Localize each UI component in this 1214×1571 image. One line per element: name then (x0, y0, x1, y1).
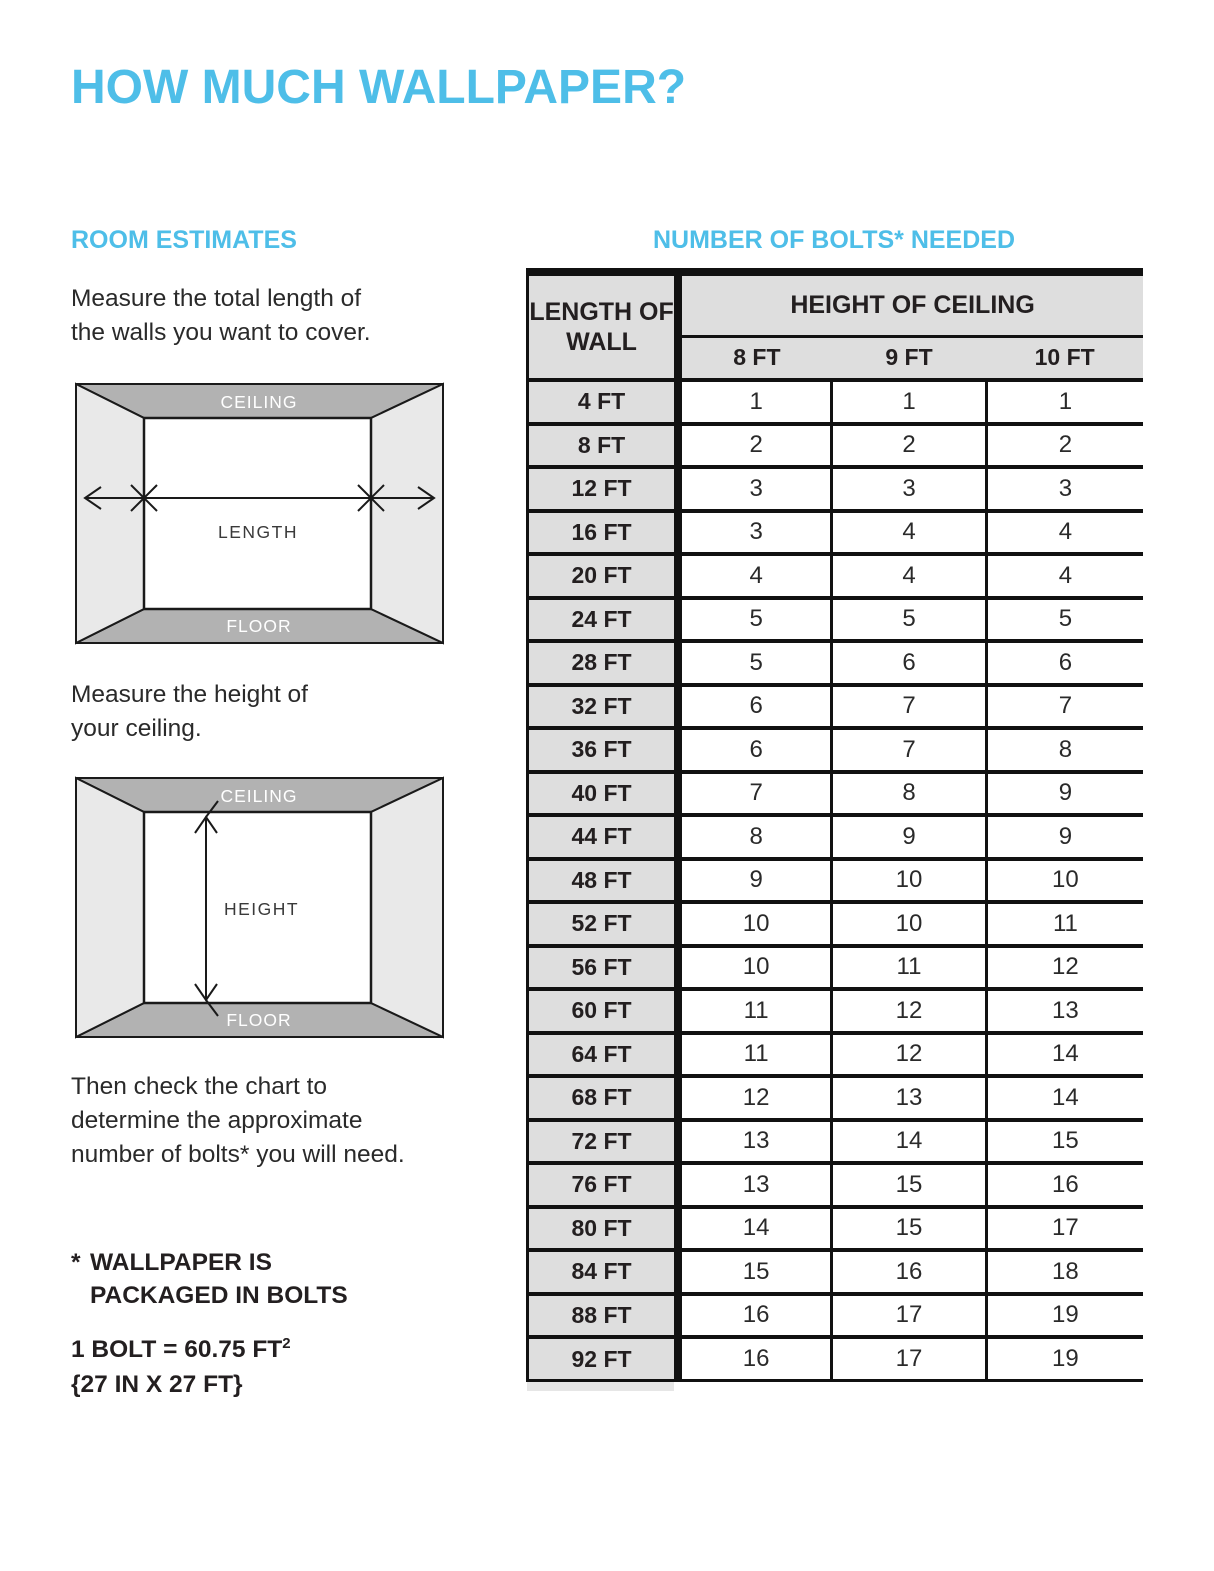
table-row (528, 859, 1144, 903)
table-row (528, 424, 1144, 468)
right-wall-face (371, 778, 443, 1037)
height-measure-label: HEIGHT (224, 899, 300, 919)
bolts-value-cell: 12 (986, 946, 1143, 990)
floor-label: FLOOR (226, 616, 292, 636)
table-row (528, 467, 1144, 511)
wall-length-cell: 64 FT (528, 1033, 679, 1077)
bolts-value-cell: 7 (832, 728, 987, 772)
bolts-value-cell: 8 (678, 815, 832, 859)
ceiling-label: CEILING (220, 392, 298, 412)
wall-length-cell: 68 FT (528, 1076, 679, 1120)
table-row (528, 946, 1144, 990)
bolts-value-cell: 6 (678, 685, 832, 729)
ceiling-height-diagram (72, 774, 447, 1041)
bolts-value-cell: 14 (986, 1033, 1143, 1077)
table-row (528, 685, 1144, 729)
footnote-line: PACKAGED IN BOLTS (90, 1282, 348, 1309)
bolts-value-cell: 12 (678, 1076, 832, 1120)
table-row (528, 598, 1144, 642)
bolts-value-cell: 9 (678, 859, 832, 903)
table-row (528, 641, 1144, 685)
bolts-value-cell: 4 (832, 511, 987, 555)
bolts-value-cell: 6 (678, 728, 832, 772)
wall-length-cell: 52 FT (528, 902, 679, 946)
instruction-check-chart (71, 1070, 405, 1172)
bolts-value-cell: 9 (986, 772, 1143, 816)
bolts-value-cell: 3 (678, 511, 832, 555)
ceiling-label: CEILING (220, 786, 298, 806)
wall-length-cell: 36 FT (528, 728, 679, 772)
wall-length-cell: 44 FT (528, 815, 679, 859)
table-row (528, 554, 1144, 598)
page-title: HOW MUCH WALLPAPER? (71, 61, 687, 114)
bolts-value-cell: 10 (678, 902, 832, 946)
bolts-value-cell: 13 (678, 1163, 832, 1207)
bolts-value-cell: 11 (832, 946, 987, 990)
bolts-value-cell: 16 (986, 1163, 1143, 1207)
bolts-value-cell: 13 (678, 1120, 832, 1164)
bolts-value-cell: 10 (986, 859, 1143, 903)
bolts-value-cell: 3 (832, 467, 987, 511)
bolts-value-cell: 14 (678, 1207, 832, 1251)
bolts-value-cell: 6 (986, 641, 1143, 685)
bolt-size-info (71, 1326, 291, 1402)
bolts-value-cell: 2 (678, 424, 832, 468)
bolts-value-cell: 7 (832, 685, 987, 729)
wall-length-cell: 88 FT (528, 1294, 679, 1338)
wall-length-cell: 40 FT (528, 772, 679, 816)
bolts-table-container (526, 268, 1143, 1391)
footnote-line: WALLPAPER IS (90, 1249, 272, 1276)
bolts-value-cell: 1 (986, 380, 1143, 424)
bolts-value-cell: 16 (832, 1250, 987, 1294)
bolts-value-cell: 15 (832, 1163, 987, 1207)
bolts-value-cell: 12 (832, 1033, 987, 1077)
text-line: Then check the chart to (71, 1073, 328, 1100)
bolts-value-cell: 13 (832, 1076, 987, 1120)
table-bottom-strip (527, 1382, 674, 1391)
wallpaper-bolts-footnote (71, 1246, 348, 1312)
bolts-value-cell: 11 (678, 1033, 832, 1077)
column-header-8ft: 8 FT (678, 336, 832, 380)
wall-length-cell: 48 FT (528, 859, 679, 903)
bolts-value-cell: 2 (832, 424, 987, 468)
table-row (528, 1337, 1144, 1381)
length-measure-label: LENGTH (218, 522, 298, 542)
bolts-value-cell: 8 (832, 772, 987, 816)
wall-length-cell: 24 FT (528, 598, 679, 642)
bolts-value-cell: 11 (678, 989, 832, 1033)
table-row (528, 380, 1144, 424)
text-line: determine the approximate (71, 1107, 363, 1134)
table-row (528, 1207, 1144, 1251)
ceiling-height-diagram-svg (72, 774, 447, 1041)
bolts-value-cell: 5 (986, 598, 1143, 642)
table-row (528, 902, 1144, 946)
wall-length-cell: 92 FT (528, 1337, 679, 1381)
bolts-value-cell: 10 (832, 859, 987, 903)
column-header-9ft: 9 FT (832, 336, 987, 380)
room-estimates-heading: ROOM ESTIMATES (71, 226, 297, 254)
bolts-needed-heading: NUMBER OF BOLTS* NEEDED (652, 226, 1016, 254)
table-row (528, 1033, 1144, 1077)
bolt-dimensions: {27 IN X 27 FT} (71, 1371, 243, 1399)
bolts-value-cell: 19 (986, 1337, 1143, 1381)
wall-length-cell: 4 FT (528, 380, 679, 424)
squared-exponent: 2 (282, 1335, 291, 1352)
wall-length-cell: 56 FT (528, 946, 679, 990)
right-wall-face (371, 384, 443, 643)
bolts-value-cell: 16 (678, 1337, 832, 1381)
bolts-value-cell: 4 (986, 511, 1143, 555)
table-row (528, 1163, 1144, 1207)
length-of-wall-header: LENGTH OF WALL (528, 272, 679, 380)
bolts-value-cell: 4 (986, 554, 1143, 598)
back-wall (144, 418, 371, 609)
table-row (528, 772, 1144, 816)
bolts-value-cell: 15 (832, 1207, 987, 1251)
bolts-value-cell: 17 (832, 1294, 987, 1338)
bolts-value-cell: 12 (832, 989, 987, 1033)
bolts-value-cell: 3 (986, 467, 1143, 511)
bolts-table-head (528, 272, 1144, 380)
bolts-value-cell: 4 (832, 554, 987, 598)
bolts-value-cell: 15 (678, 1250, 832, 1294)
table-row (528, 1120, 1144, 1164)
bolts-value-cell: 9 (986, 815, 1143, 859)
bolts-value-cell: 5 (678, 641, 832, 685)
table-row (528, 1294, 1144, 1338)
floor-label: FLOOR (226, 1010, 292, 1030)
bolts-value-cell: 5 (678, 598, 832, 642)
bolts-value-cell: 4 (678, 554, 832, 598)
text-line: number of bolts* you will need. (71, 1141, 405, 1168)
bolts-value-cell: 11 (986, 902, 1143, 946)
bolt-formula: 1 BOLT = 60.75 $FT^2$ (71, 1335, 291, 1364)
column-header-10ft: 10 FT (986, 336, 1143, 380)
bolts-value-cell: 2 (986, 424, 1143, 468)
table-row (528, 1076, 1144, 1120)
text-line: your ceiling. (71, 715, 202, 742)
text-line: Measure the height of (71, 681, 308, 708)
table-row (528, 511, 1144, 555)
bolts-value-cell: 15 (986, 1120, 1143, 1164)
text-line: the walls you want to cover. (71, 319, 371, 346)
wall-length-cell: 60 FT (528, 989, 679, 1033)
bolts-value-cell: 3 (678, 467, 832, 511)
wall-length-cell: 84 FT (528, 1250, 679, 1294)
left-wall-face (76, 384, 144, 643)
room-length-diagram-svg (72, 380, 447, 647)
bolts-value-cell: 10 (678, 946, 832, 990)
bolts-value-cell: 14 (986, 1076, 1143, 1120)
wall-length-cell: 20 FT (528, 554, 679, 598)
bolts-value-cell: 10 (832, 902, 987, 946)
bolts-value-cell: 19 (986, 1294, 1143, 1338)
bolts-table-body (528, 380, 1144, 1381)
instruction-measure-height (71, 678, 308, 746)
bolts-value-cell: 6 (832, 641, 987, 685)
table-row (528, 1250, 1144, 1294)
bolts-value-cell: 14 (832, 1120, 987, 1164)
bolts-table (526, 268, 1143, 1382)
instruction-measure-length (71, 282, 371, 350)
wall-length-cell: 12 FT (528, 467, 679, 511)
height-of-ceiling-header: HEIGHT OF CEILING (678, 272, 1143, 336)
wall-length-cell: 72 FT (528, 1120, 679, 1164)
wall-length-cell: 16 FT (528, 511, 679, 555)
table-row (528, 989, 1144, 1033)
wall-length-cell: 76 FT (528, 1163, 679, 1207)
bolts-value-cell: 16 (678, 1294, 832, 1338)
bolts-value-cell: 18 (986, 1250, 1143, 1294)
bolts-value-cell: 8 (986, 728, 1143, 772)
bolts-value-cell: 17 (832, 1337, 987, 1381)
bolts-value-cell: 7 (986, 685, 1143, 729)
bolts-value-cell: 5 (832, 598, 987, 642)
text-line: Measure the total length of (71, 285, 362, 312)
left-wall-face (76, 778, 144, 1037)
wall-length-cell: 8 FT (528, 424, 679, 468)
table-row (528, 728, 1144, 772)
asterisk: * (71, 1249, 81, 1276)
bolts-value-cell: 13 (986, 989, 1143, 1033)
bolts-value-cell: 9 (832, 815, 987, 859)
table-row (528, 815, 1144, 859)
wall-length-cell: 80 FT (528, 1207, 679, 1251)
wall-length-cell: 28 FT (528, 641, 679, 685)
bolts-value-cell: 1 (832, 380, 987, 424)
bolts-value-cell: 1 (678, 380, 832, 424)
room-length-diagram (72, 380, 447, 647)
wall-length-cell: 32 FT (528, 685, 679, 729)
bolts-value-cell: 7 (678, 772, 832, 816)
bolts-value-cell: 17 (986, 1207, 1143, 1251)
